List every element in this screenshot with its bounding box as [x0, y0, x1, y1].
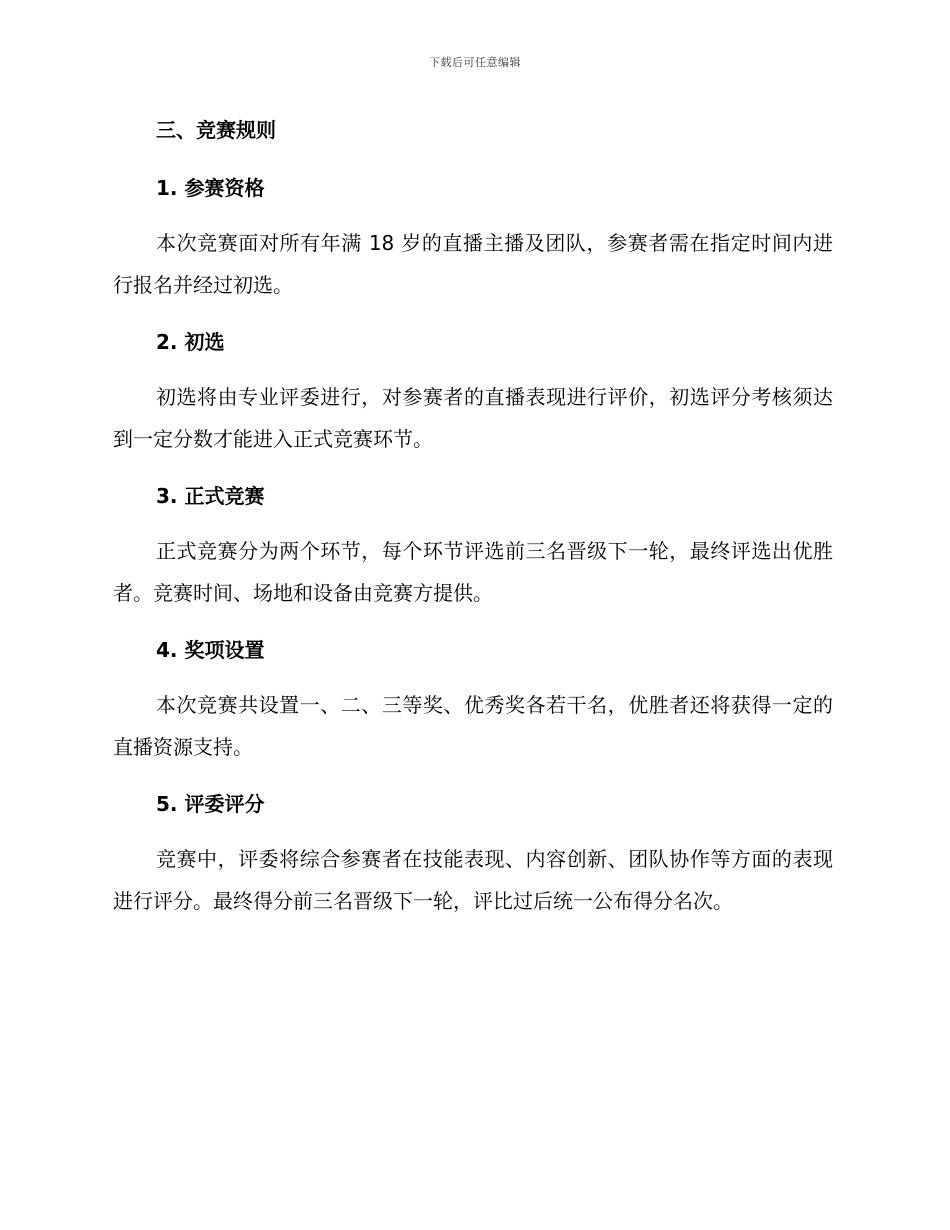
section-title: 1. 参赛资格: [156, 176, 265, 200]
section-title: 4. 奖项设置: [156, 638, 265, 662]
section-eligibility: [113, 168, 833, 306]
section-judging: [113, 784, 833, 922]
section-paragraph: 正式竞赛分为两个环节，每个环节评选前三名晋级下一轮，最终评选出优胜者。竞赛时间、场地和设备由竞赛方提供。: [113, 539, 833, 605]
document-heading: 三、竞赛规则: [156, 118, 276, 142]
section-formal-competition: [113, 476, 833, 614]
section-paragraph: 本次竞赛面对所有年满 18 岁的直播主播及团队，参赛者需在指定时间内进行报名并经过初选。: [113, 231, 833, 297]
section-title: 2. 初选: [156, 330, 225, 354]
section-paragraph: 本次竞赛共设置一、二、三等奖、优秀奖各若干名，优胜者还将获得一定的直播资源支持。: [113, 693, 833, 759]
page-header: 下载后可任意编辑: [429, 56, 521, 69]
section-awards: [113, 630, 833, 768]
section-title: 5. 评委评分: [156, 792, 265, 816]
section-paragraph: 初选将由专业评委进行，对参赛者的直播表现进行评价，初选评分考核须达到一定分数才能进入正式竞赛环节。: [113, 385, 833, 451]
section-title: 3. 正式竞赛: [156, 484, 265, 508]
section-preliminary: [113, 322, 833, 460]
section-paragraph: 竞赛中，评委将综合参赛者在技能表现、内容创新、团队协作等方面的表现进行评分。最终得分前三名晋级下一轮，评比过后统一公布得分名次。: [113, 847, 833, 913]
document-body: [113, 110, 833, 922]
